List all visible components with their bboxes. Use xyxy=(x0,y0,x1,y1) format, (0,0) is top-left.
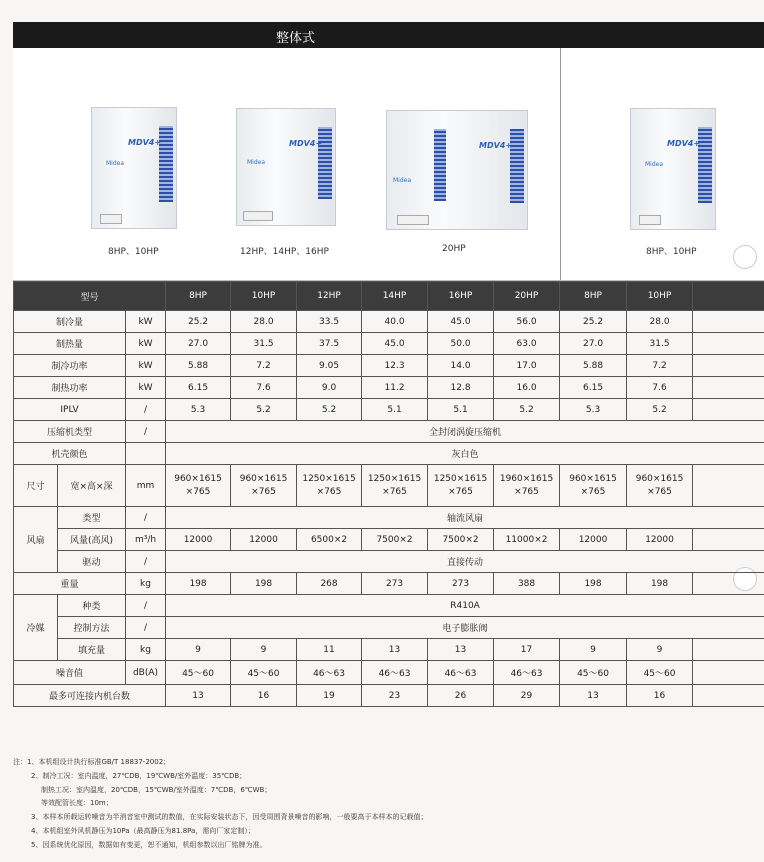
value-cell: 9.0 xyxy=(297,377,362,399)
value-cell: 31.5 xyxy=(231,333,297,355)
max-indoor-row xyxy=(14,685,764,707)
product-caption: 8HP、10HP xyxy=(108,247,159,257)
value-cell: 960×1615 ×765 xyxy=(560,465,627,507)
value-cell: 46～63 xyxy=(494,661,560,685)
value-cell: 1960×1615 ×765 xyxy=(494,465,560,507)
unit-image-20hp xyxy=(386,110,528,230)
value-cell: 28.0 xyxy=(231,311,297,333)
value-cell: 11.2 xyxy=(362,377,428,399)
value-cell: 12.8 xyxy=(428,377,494,399)
value-cell: 273 xyxy=(428,573,494,595)
row-label-cell: 重量 xyxy=(14,573,126,595)
value-cell: 14.0 xyxy=(428,355,494,377)
value-cell: 7500×2 xyxy=(362,529,428,551)
refrigerant-kind-row xyxy=(14,595,764,617)
value-cell: 17.0 xyxy=(494,355,560,377)
merged-value-cell: R410A xyxy=(166,595,764,617)
empty-cell xyxy=(693,377,764,399)
model-header-cell: 16HP xyxy=(428,282,494,311)
unit-cell: / xyxy=(126,551,166,573)
unit-cell: kW xyxy=(126,311,166,333)
note-line: 3、本样本所载运转噪音为半消音室中测试的数值，在实际安装状态下，因受周围背景噪音的影响，一般要高于本样本的记载值； xyxy=(31,813,428,822)
value-cell: 26 xyxy=(428,685,494,707)
value-cell: 6500×2 xyxy=(297,529,362,551)
sub-label-cell: 填充量 xyxy=(58,639,126,661)
model-header-cell: 20HP xyxy=(494,282,560,311)
section-title: 整体式 xyxy=(276,31,316,46)
sub-label-cell: 种类 xyxy=(58,595,126,617)
merged-value-cell: 轴流风扇 xyxy=(166,507,764,529)
refrigerant-charge-row xyxy=(14,639,764,661)
value-cell: 388 xyxy=(494,573,560,595)
fan-grille xyxy=(318,127,332,199)
empty-cell xyxy=(693,399,764,421)
value-cell: 45.0 xyxy=(362,333,428,355)
value-cell: 46～63 xyxy=(297,661,362,685)
spec-row xyxy=(14,355,764,377)
value-cell: 1250×1615 ×765 xyxy=(428,465,494,507)
size-row xyxy=(14,465,764,507)
value-cell: 16.0 xyxy=(494,377,560,399)
fan-drive-row xyxy=(14,551,764,573)
note-line: 注：1、本机组设计执行标准GB/T 18837-2002； xyxy=(13,758,171,766)
value-cell: 7.6 xyxy=(627,377,693,399)
merged-value-cell: 全封闭涡旋压缩机 xyxy=(166,421,764,443)
value-cell: 27.0 xyxy=(166,333,231,355)
unit-cell: kW xyxy=(126,355,166,377)
unit-cell: kg xyxy=(126,573,166,595)
value-cell: 45～60 xyxy=(231,661,297,685)
value-cell: 7.2 xyxy=(627,355,693,377)
empty-cell xyxy=(693,465,764,507)
value-cell: 268 xyxy=(297,573,362,595)
value-cell: 9 xyxy=(627,639,693,661)
fan-grille xyxy=(434,129,446,201)
note-line: 5、因系统优化原因，数据如有变更，恕不通知，机组参数以出厂铭牌为准。 xyxy=(31,840,267,849)
model-header-cell: 12HP xyxy=(297,282,362,311)
merged-value-cell: 直接传动 xyxy=(166,551,764,573)
value-cell: 45～60 xyxy=(560,661,627,685)
value-cell: 5.2 xyxy=(627,399,693,421)
model-header-cell: 8HP xyxy=(166,282,231,311)
sub-label-cell: 类型 xyxy=(58,507,126,529)
unit-cell xyxy=(126,443,166,465)
value-cell: 29 xyxy=(494,685,560,707)
row-label-cell: 制冷功率 xyxy=(14,355,126,377)
fan-grille xyxy=(510,129,524,203)
value-cell: 1250×1615 ×765 xyxy=(297,465,362,507)
row-label-cell: 制热功率 xyxy=(14,377,126,399)
spec-row xyxy=(14,333,764,355)
value-cell: 5.3 xyxy=(560,399,627,421)
value-cell: 17 xyxy=(494,639,560,661)
spec-row xyxy=(14,377,764,399)
value-cell: 9.05 xyxy=(297,355,362,377)
empty-cell xyxy=(693,282,764,311)
spec-table xyxy=(13,281,764,707)
value-cell: 25.2 xyxy=(560,311,627,333)
value-cell: 198 xyxy=(166,573,231,595)
product-caption: 20HP xyxy=(442,244,466,254)
header-row xyxy=(14,282,764,311)
unit-foot xyxy=(639,215,661,225)
binder-hole xyxy=(733,245,757,269)
value-cell: 45～60 xyxy=(166,661,231,685)
unit-foot xyxy=(100,214,122,224)
value-cell: 5.1 xyxy=(362,399,428,421)
footnotes xyxy=(13,756,427,853)
value-cell: 25.2 xyxy=(166,311,231,333)
value-cell: 9 xyxy=(166,639,231,661)
merged-value-cell: 电子膨胀阀 xyxy=(166,617,764,639)
value-cell: 1250×1615 ×765 xyxy=(362,465,428,507)
unit-cell: / xyxy=(126,617,166,639)
value-cell: 5.1 xyxy=(428,399,494,421)
sub-label-cell: 风量(高风) xyxy=(58,529,126,551)
group-label-cell: 风扇 xyxy=(14,507,58,573)
empty-cell xyxy=(693,355,764,377)
unit-brand: Midea xyxy=(247,159,266,166)
value-cell: 45.0 xyxy=(428,311,494,333)
empty-cell xyxy=(693,573,764,595)
value-cell: 960×1615 ×765 xyxy=(166,465,231,507)
unit-cell: / xyxy=(126,399,166,421)
value-cell: 5.88 xyxy=(560,355,627,377)
section-header xyxy=(13,22,764,48)
value-cell: 6.15 xyxy=(166,377,231,399)
unit-brand: Midea xyxy=(393,177,412,184)
unit-cell: kg xyxy=(126,639,166,661)
unit-cell: mm xyxy=(126,465,166,507)
value-cell: 12000 xyxy=(560,529,627,551)
note-line: 等效配管长度：10m； xyxy=(41,799,113,808)
spec-row xyxy=(14,311,764,333)
casing-row xyxy=(14,443,764,465)
value-cell: 45～60 xyxy=(627,661,693,685)
unit-image-8-10hp xyxy=(91,107,177,229)
model-header-cell: 10HP xyxy=(231,282,297,311)
merged-value-cell: 灰白色 xyxy=(166,443,764,465)
row-label-cell: IPLV xyxy=(14,399,126,421)
fan-grille xyxy=(159,126,173,202)
value-cell: 9 xyxy=(231,639,297,661)
group-label-cell: 尺寸 xyxy=(14,465,58,507)
value-cell: 12000 xyxy=(231,529,297,551)
value-cell: 46～63 xyxy=(428,661,494,685)
unit-logo: MDV4+ xyxy=(289,139,323,148)
value-cell: 33.5 xyxy=(297,311,362,333)
value-cell: 16 xyxy=(231,685,297,707)
value-cell: 9 xyxy=(560,639,627,661)
value-cell: 273 xyxy=(362,573,428,595)
value-cell: 198 xyxy=(627,573,693,595)
unit-cell: / xyxy=(126,421,166,443)
value-cell: 27.0 xyxy=(560,333,627,355)
model-header-cell: 8HP xyxy=(560,282,627,311)
value-cell: 13 xyxy=(166,685,231,707)
fan-airflow-row xyxy=(14,529,764,551)
value-cell: 37.5 xyxy=(297,333,362,355)
unit-cell: kW xyxy=(126,333,166,355)
row-label-cell: 噪音值 xyxy=(14,661,126,685)
empty-cell xyxy=(693,333,764,355)
value-cell: 198 xyxy=(560,573,627,595)
value-cell: 960×1615 ×765 xyxy=(231,465,297,507)
sub-label-cell: 驱动 xyxy=(58,551,126,573)
row-label-cell: 最多可连接内机台数 xyxy=(14,685,166,707)
unit-image-8-10hp xyxy=(630,108,716,230)
note-line: 4、本机组室外风机静压为10Pa（最高静压为81.8Pa，需向厂家定制）； xyxy=(31,826,255,835)
unit-cell: kW xyxy=(126,377,166,399)
row-label-cell: 制热量 xyxy=(14,333,126,355)
unit-logo: MDV4+ xyxy=(128,138,162,147)
value-cell: 5.88 xyxy=(166,355,231,377)
value-cell: 7.2 xyxy=(231,355,297,377)
empty-cell xyxy=(693,661,764,685)
sub-label-cell: 宽×高×深 xyxy=(58,465,126,507)
fan-grille xyxy=(698,127,712,203)
refrigerant-control-row xyxy=(14,617,764,639)
note-line: 制热工况：室内温度，20℃DB，15℃WB/室外温度：7℃DB，6℃WB； xyxy=(41,785,272,794)
model-header-cell: 10HP xyxy=(627,282,693,311)
unit-logo: MDV4+ xyxy=(479,141,513,150)
unit-logo: MDV4+ xyxy=(667,139,701,148)
value-cell: 7.6 xyxy=(231,377,297,399)
value-cell: 46～63 xyxy=(362,661,428,685)
row-label-cell: 机壳颜色 xyxy=(14,443,126,465)
value-cell: 23 xyxy=(362,685,428,707)
spec-row xyxy=(14,399,764,421)
value-cell: 960×1615 ×765 xyxy=(627,465,693,507)
note-line: 2、制冷工况：室内温度，27℃DB，19℃WB/室外温度：35℃DB； xyxy=(31,771,247,780)
value-cell: 40.0 xyxy=(362,311,428,333)
value-cell: 12000 xyxy=(166,529,231,551)
value-cell: 198 xyxy=(231,573,297,595)
sub-label-cell: 控制方法 xyxy=(58,617,126,639)
row-label-cell: 制冷量 xyxy=(14,311,126,333)
value-cell: 11 xyxy=(297,639,362,661)
value-cell: 7500×2 xyxy=(428,529,494,551)
row-label-cell: 压缩机类型 xyxy=(14,421,126,443)
compressor-row xyxy=(14,421,764,443)
value-cell: 5.2 xyxy=(494,399,560,421)
value-cell: 13 xyxy=(560,685,627,707)
empty-cell xyxy=(693,639,764,661)
unit-foot xyxy=(397,215,429,225)
value-cell: 5.2 xyxy=(297,399,362,421)
empty-cell xyxy=(693,685,764,707)
value-cell: 63.0 xyxy=(494,333,560,355)
model-label-cell: 型号 xyxy=(14,282,166,311)
unit-cell: dB(A) xyxy=(126,661,166,685)
model-header-cell: 14HP xyxy=(362,282,428,311)
unit-image-12-16hp xyxy=(236,108,336,226)
empty-cell xyxy=(693,311,764,333)
unit-brand: Midea xyxy=(645,161,664,168)
value-cell: 13 xyxy=(428,639,494,661)
fan-type-row xyxy=(14,507,764,529)
group-label-cell: 冷媒 xyxy=(14,595,58,661)
noise-row xyxy=(14,661,764,685)
value-cell: 6.15 xyxy=(560,377,627,399)
unit-brand: Midea xyxy=(106,160,125,167)
unit-cell: m³/h xyxy=(126,529,166,551)
value-cell: 50.0 xyxy=(428,333,494,355)
value-cell: 5.2 xyxy=(231,399,297,421)
value-cell: 13 xyxy=(362,639,428,661)
product-caption: 12HP、14HP、16HP xyxy=(240,247,329,257)
panel-divider xyxy=(560,48,561,280)
value-cell: 19 xyxy=(297,685,362,707)
unit-cell: / xyxy=(126,595,166,617)
product-caption: 8HP、10HP xyxy=(646,247,697,257)
unit-foot xyxy=(243,211,273,221)
unit-cell: / xyxy=(126,507,166,529)
value-cell: 11000×2 xyxy=(494,529,560,551)
value-cell: 16 xyxy=(627,685,693,707)
value-cell: 12000 xyxy=(627,529,693,551)
value-cell: 5.3 xyxy=(166,399,231,421)
value-cell: 56.0 xyxy=(494,311,560,333)
empty-cell xyxy=(693,529,764,551)
value-cell: 12.3 xyxy=(362,355,428,377)
weight-row xyxy=(14,573,764,595)
value-cell: 31.5 xyxy=(627,333,693,355)
value-cell: 28.0 xyxy=(627,311,693,333)
